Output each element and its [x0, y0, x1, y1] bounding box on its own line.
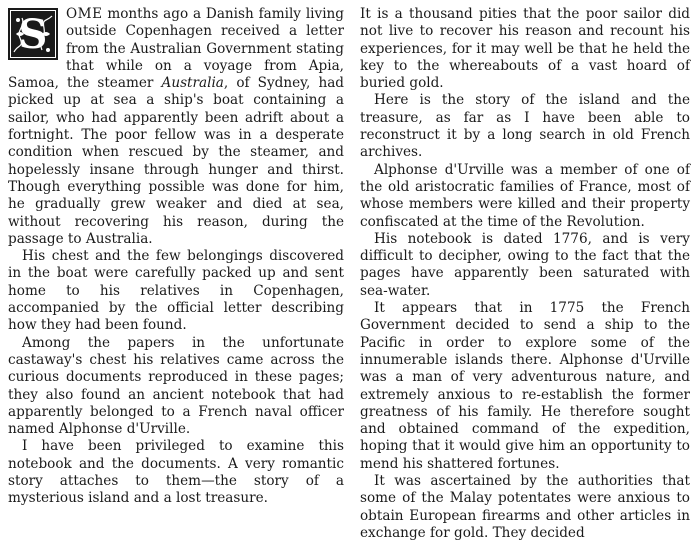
paragraph-notebook: I have been privileged to examine this notebook and the documents. A very romantic story attaches to them—the story of a mysterious island and a lost treasure.	[8, 438, 344, 507]
dropcap-letter: S	[18, 11, 48, 58]
first-word: OME	[66, 6, 103, 22]
paragraph-expedition: It appears that in 1775 the French Government decided to send a ship to the Pacific in order to explore some of the innumerable islands there. Alphonse d'Urville was a man of very adventurous nature, and extremely anxious to re-establish the former greatness of his family. He therefore sought and obtained command of the expedition, hoping that it would give him an opportunity to mend his shattered fortunes.	[360, 300, 690, 472]
paragraph-durville: Alphonse d'Urville was a member of one of the old aristocratic families of France, most of whose members were killed and their property confiscated at the time of the Revolution.	[360, 161, 690, 230]
paragraph-story: Here is the story of the island and the treasure, as far as I have been able to reconstruct it by a long search in old French archives.	[360, 92, 690, 161]
opening-paragraph	[8, 6, 344, 248]
paragraph-chest: His chest and the few belongings discovered in the boat were carefully packed up and sent home to his relatives in Copenhagen, accompanied by the official letter describing how they had been found.	[8, 248, 344, 334]
dropcap-ornament-icon	[8, 8, 58, 60]
left-column	[8, 6, 344, 508]
right-column	[360, 6, 690, 542]
opening-text-end: , of Sydney, had picked up at sea a ship's boat containing a sailor, who had apparently been adrift about a fortnight. The poor fellow was in a desperate condition when rescued by the steamer, and hopelessly insane through hunger and thirst. Though everything possible was done for him, he gradually grew weaker and died at sea, without recovering his reason, during the passage to Australia.	[8, 75, 344, 247]
ship-name: Australia	[161, 75, 224, 92]
opening-text: months ago a Danish family living outside Copenhagen received a letter from the Australian Government stating that while on a voyage from Apia, Samoa, the steamer	[8, 6, 344, 92]
paragraph-potentates: It was ascertained by the authorities that some of the Malay potentates were anxious to obtain European firearms and other articles in exchange for gold. They decided	[360, 473, 690, 541]
paragraph-dated: His notebook is dated 1776, and is very difficult to decipher, owing to the fact that the pages have apparently been saturated with sea-water.	[360, 230, 690, 299]
paragraph-pities: It is a thousand pities that the poor sailor did not live to recover his reason and recount his experiences, for it may well be that he held the key to the whereabouts of a vast hoard of buried gold.	[360, 6, 690, 92]
paragraph-papers: Among the papers in the unfortunate castaway's chest his relatives came across the curious documents reproduced in these pages; they also found an ancient notebook that had apparently belonged to a French naval officer named Alphonse d'Urville.	[8, 334, 344, 438]
ornamental-dropcap	[8, 8, 58, 60]
